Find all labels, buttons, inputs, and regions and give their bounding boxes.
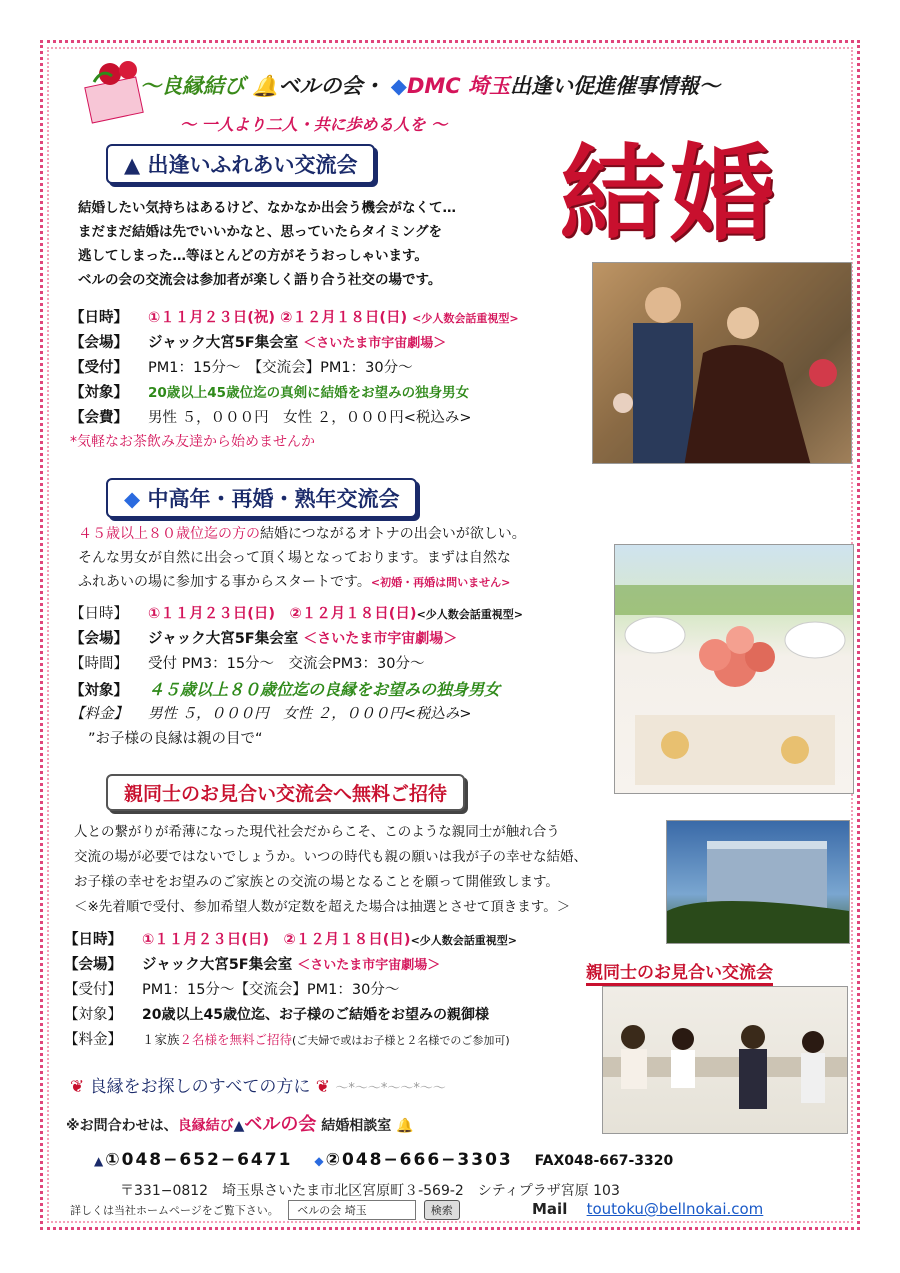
search-hint: 詳しくは当社ホームページをご覧下さい。 <box>70 1204 279 1217</box>
address: 〒331−0812 埼玉県さいたま市北区宮原町３-569-2 シティプラザ宮原 103 <box>120 1183 620 1199</box>
section2-venue-row: 【会場】 ジャック大宮5F集会室 ＜さいたま市宇宙劇場＞ <box>70 631 458 647</box>
section2-fee-row: 【料金】 男性 ５，０００円 女性 ２，０００円<税込み> <box>70 706 472 722</box>
bell-icon: ▲ <box>124 153 141 177</box>
phone1: ①048−652−6471 <box>105 1150 293 1170</box>
search-button[interactable]: 検索 <box>424 1200 460 1220</box>
diamond-icon: ◆ <box>124 487 141 511</box>
section3-details <box>64 928 517 1053</box>
section2-banner <box>106 478 417 518</box>
bells-ribbon-icon: 🔔 <box>396 1118 414 1134</box>
section1-note: *気軽なお茶飲み友達から始めませんか <box>70 434 315 450</box>
wedding-couple-photo <box>592 262 852 464</box>
mail-label: Mail <box>532 1200 568 1218</box>
closing-line <box>70 1072 446 1097</box>
bell-icon: ▲ <box>94 1154 106 1168</box>
header-subtitle: 〜 一人より二人・共に歩める人を 〜 <box>180 115 448 134</box>
search-bar <box>70 1200 460 1220</box>
section2-note: ”お子様の良縁は親の目で“ <box>88 731 263 747</box>
heart-ribbon-icon: ❦ <box>315 1077 330 1097</box>
section1-intro-line: 結婚したい気持ちはあるけど、なかなか出会う機会がなくて… <box>78 200 456 216</box>
meeting-room-photo <box>602 986 848 1134</box>
section3-reception-row: 【受付】 PM1：15分〜【交流会】PM1：30分〜 <box>64 982 400 998</box>
closing-text: 良縁をお探しのすべての方に <box>89 1077 311 1097</box>
section1-intro-line: まだまだ結婚は先でいいかなと、思っていたらタイミングを <box>78 224 442 240</box>
section1-details <box>70 306 519 456</box>
header-title <box>140 70 720 100</box>
closing-tail: 〜*〜〜*〜〜*〜〜 <box>335 1081 446 1096</box>
bell-icon: 🔔 <box>252 74 279 98</box>
section2-time-row: 【時間】 受付 PM3：15分〜 交流会PM3：30分〜 <box>70 656 425 672</box>
flower-table-photo <box>614 544 854 794</box>
contact-line <box>94 1150 673 1170</box>
header-part2: ベルの会・ <box>278 74 384 98</box>
section1-reception-row: 【受付】 PM1：15分〜 【交流会】PM1：30分〜 <box>70 360 413 376</box>
section3-target-row: 【対象】 20歳以上45歳位迄、お子様のご結婚をお望みの親御様 <box>64 1007 489 1023</box>
section2-banner-label: 中高年・再婚・熟年交流会 <box>147 487 400 511</box>
phone2: ②048−666−3303 <box>325 1150 513 1170</box>
mail-line <box>532 1200 763 1218</box>
section3-venue-row: 【会場】 ジャック大宮5F集会室 ＜さいたま市宇宙劇場＞ <box>64 957 441 973</box>
section2-intro: ４５歳以上８０歳位迄の方の結婚につながるオトナの出会いが欲しい。 そんな男女が自然に出会って頂く場となっております。まずは自然な ふれあいの場に参加する事からスタートです。<初婚・再婚は問いません> <box>78 526 526 590</box>
inquiry-line: ※お問合わせは、良縁結び▲ベルの会 結婚相談室 🔔 <box>66 1114 414 1135</box>
section1-banner <box>106 144 375 184</box>
section3-banner: 親同士のお見合い交流会へ無料ご招待 <box>106 774 465 811</box>
section1-intro-line: ベルの会の交流会は参加者が楽しく語り合う社交の場です。 <box>78 272 442 288</box>
section3-date-row: 【日時】 ①１１月２３日(日) ②１２月１８日(日)<少人数会話重視型> <box>64 932 517 948</box>
section3-fee-row: 【料金】 １家族２名様を無料ご招待(ご夫婦で或はお子様と２名様でのご参加可) <box>64 1032 510 1048</box>
search-query-box[interactable]: ベルの会 埼玉 <box>288 1200 416 1220</box>
header-part1: 〜良縁結び <box>140 74 245 98</box>
big-title: 結婚 <box>560 133 781 255</box>
header-part3: DMC 埼玉 <box>406 74 510 98</box>
section2-target-row: 【対象】 ４５歳以上８０歳位迄の良縁をお望みの独身男女 <box>70 680 501 699</box>
section1-intro-line: 逃してしまった…等ほとんどの方がそうおっしゃいます。 <box>78 248 428 264</box>
section2-details <box>70 602 523 752</box>
section3-intro: 人との繋がりが希薄になった現代社会だからこそ、このような親同士が触れ合う 交流の場が必要ではないでしょうか。いつの時代も親の願いは我が子の幸せな結婚、 お子様の幸せをお望みのご家族との交流の場となることを願って開催致します。 ＜※先着順で受付、参加希望人数が定数を超えた場合は抽選とさせて頂きます。＞ <box>74 824 587 915</box>
building-photo <box>666 820 850 944</box>
heart-ribbon-icon: ❦ <box>70 1077 85 1097</box>
section2-date-row: 【日時】 ①１１月２３日(日) ②１２月１８日(日)<少人数会話重視型> <box>70 606 523 622</box>
section1-fee-row: 【会費】 男性 ５，０００円 女性 ２，０００円<税込み> <box>70 410 472 426</box>
diamond-icon: ◆ <box>314 1154 326 1168</box>
section1-banner-label: 出逢いふれあい交流会 <box>147 153 358 177</box>
fax: FAX048-667-3320 <box>534 1153 674 1169</box>
section1-venue-row: 【会場】 ジャック大宮5F集会室 ＜さいたま市宇宙劇場＞ <box>70 335 447 351</box>
parents-meeting-caption: 親同士のお見合い交流会 <box>586 958 773 986</box>
section1-target-row: 【対象】 20歳以上45歳位迄の真剣に結婚をお望みの独身男女 <box>70 385 470 401</box>
diamond-icon: ◆ <box>390 74 407 98</box>
header-part4: 出逢い促進催事情報〜 <box>510 74 720 98</box>
email-link[interactable]: toutoku@bellnokai.com <box>586 1200 764 1218</box>
section1-date-row: 【日時】 ①１１月２３日(祝) ②１２月１８日(日) <少人数会話重視型> <box>70 310 519 326</box>
bell-icon: ▲ <box>233 1118 245 1134</box>
section1-intro <box>78 196 456 292</box>
